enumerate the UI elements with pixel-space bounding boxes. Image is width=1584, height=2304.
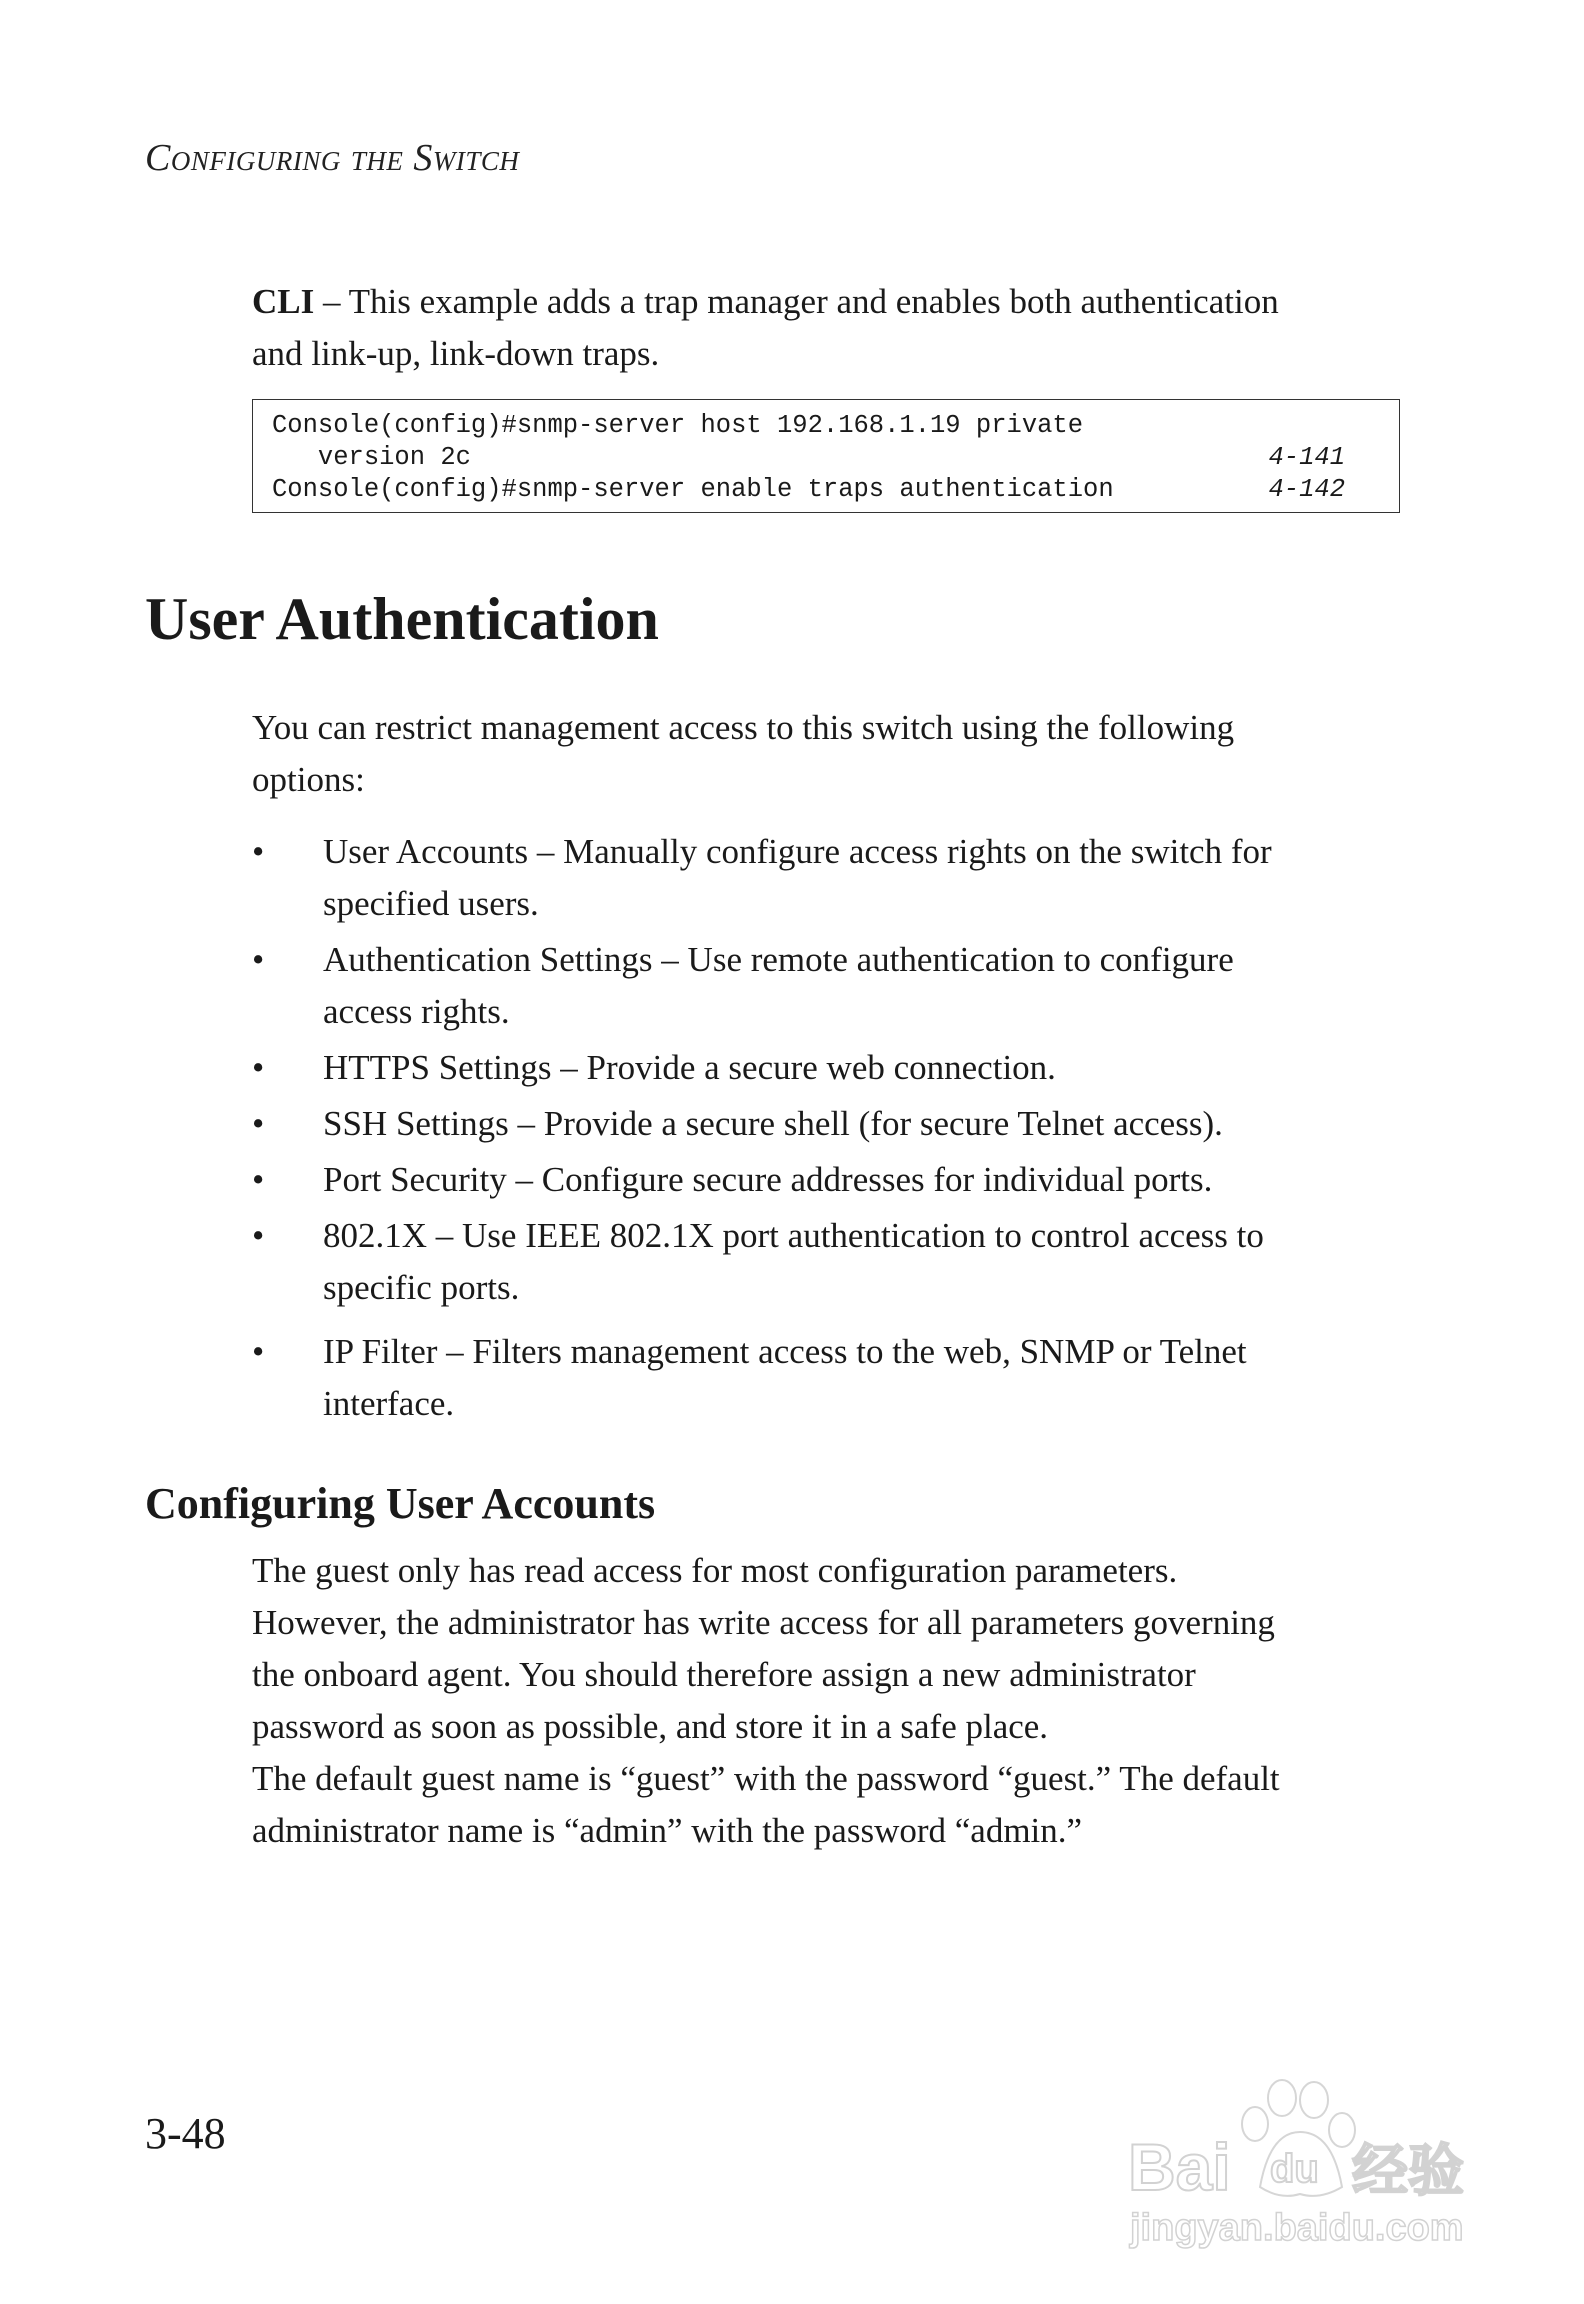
text-line: Authentication Settings – Use remote authentication to configure xyxy=(323,940,1234,979)
text-line: access rights. xyxy=(323,992,510,1031)
bullet-icon: • xyxy=(252,1160,265,1199)
text-line: password as soon as possible, and store it in a safe place. xyxy=(252,1707,1049,1746)
bullet-icon: • xyxy=(252,1332,265,1371)
page-number: 3-48 xyxy=(145,2109,226,2158)
bullet-icon: • xyxy=(252,1048,265,1087)
text-line: You can restrict management access to this switch using the following xyxy=(252,708,1235,747)
text-line: the onboard agent. You should therefore assign a new administrator xyxy=(252,1655,1196,1694)
baidu-watermark-logo xyxy=(1120,2062,1500,2252)
text-line: specified users. xyxy=(323,884,539,923)
subsection-title: Configuring User Accounts xyxy=(145,1479,656,1528)
text-line: The guest only has read access for most configuration parameters. xyxy=(252,1551,1178,1590)
code-ref: 4-141 xyxy=(1268,443,1345,472)
bullet-icon: • xyxy=(252,940,265,979)
code-ref: 4-142 xyxy=(1268,475,1345,504)
accounts-paragraph xyxy=(252,1545,1280,1857)
text-line: administrator name is “admin” with the password “admin.” xyxy=(252,1811,1083,1850)
text-line: Port Security – Configure secure addresses for individual ports. xyxy=(323,1160,1213,1199)
bullet-icon: • xyxy=(252,1104,265,1143)
text-line: specific ports. xyxy=(323,1268,520,1307)
svg-text:Bai: Bai xyxy=(1128,2130,1231,2204)
svg-text:经验: 经验 xyxy=(1352,2139,1464,2204)
svg-text:du: du xyxy=(1270,2147,1319,2191)
code-line: version 2c xyxy=(272,443,471,472)
text-line: HTTPS Settings – Provide a secure web connection. xyxy=(323,1048,1056,1087)
intro-paragraph xyxy=(252,702,1234,806)
text-line: However, the administrator has write access for all parameters governing xyxy=(252,1603,1275,1642)
text-line: User Accounts – Manually configure access rights on the switch for xyxy=(323,832,1272,871)
text-line: options: xyxy=(252,760,365,799)
section-title: User Authentication xyxy=(145,586,659,652)
code-line: Console(config)#snmp-server host 192.168.1.19 private xyxy=(272,411,1084,440)
text-line: interface. xyxy=(323,1384,455,1423)
bullet-icon: • xyxy=(252,832,265,871)
text-line: 802.1X – Use IEEE 802.1X port authentication to control access to xyxy=(323,1216,1264,1255)
cli-intro xyxy=(252,276,1279,380)
code-line: Console(config)#snmp-server enable traps authentication xyxy=(272,475,1114,504)
svg-text:jingyan.baidu.com: jingyan.baidu.com xyxy=(1130,2207,1464,2249)
code-example xyxy=(252,399,1400,513)
text-line: IP Filter – Filters management access to the web, SNMP or Telnet xyxy=(323,1332,1247,1371)
cli-label: CLI xyxy=(252,282,315,321)
text-line: The default guest name is “guest” with the password “guest.” The default xyxy=(252,1759,1280,1798)
cli-intro-line: and link-up, link-down traps. xyxy=(252,334,660,373)
cli-intro-line: – This example adds a trap manager and enables both authentication xyxy=(323,282,1279,321)
text-line: SSH Settings – Provide a secure shell (for secure Telnet access). xyxy=(323,1104,1223,1143)
running-header: Configuring the Switch xyxy=(145,137,520,179)
bullet-icon: • xyxy=(252,1216,265,1255)
